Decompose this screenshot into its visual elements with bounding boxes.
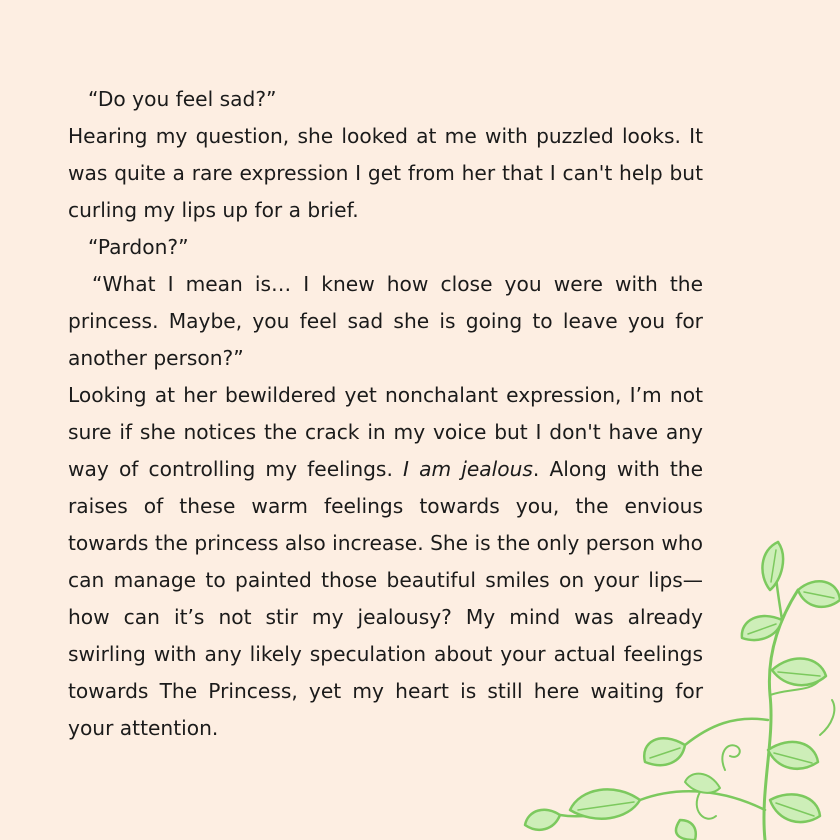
emphasis-text: I am jealous <box>403 457 533 481</box>
dialogue-line-question: “Do you feel sad?” <box>88 87 277 111</box>
narration-paragraph: Hearing my question, she looked at me with puzzled looks. It was quite a rare expression I get from her that I can't help but curling my lips up for a brief. <box>68 124 703 222</box>
dialogue-line-pardon: “Pardon?” <box>88 235 189 259</box>
dialogue-paragraph-explanation: “What I mean is… I knew how close you were with the princess. Maybe, you feel sad she is going to leave you for another person?” <box>68 272 703 370</box>
story-text <box>68 81 703 747</box>
narration-paragraph-jealousy <box>68 377 703 747</box>
narration-text-before: Looking at her bewildered yet nonchalant expression, I’m not sure if she notices the crack in my voice but I don't have any way of controlling my feelings. <box>68 383 703 481</box>
narration-text-after: . Along with the raises of these warm feelings towards you, the envious towards the princess also increase. She is the only person who can manage to painted those beautiful smiles on your lips—how can it’s not stir my jealousy? My mind was already swirling with any likely speculation about your actual feelings towards The Princess, yet my heart is still here waiting for your attention. <box>68 457 704 740</box>
